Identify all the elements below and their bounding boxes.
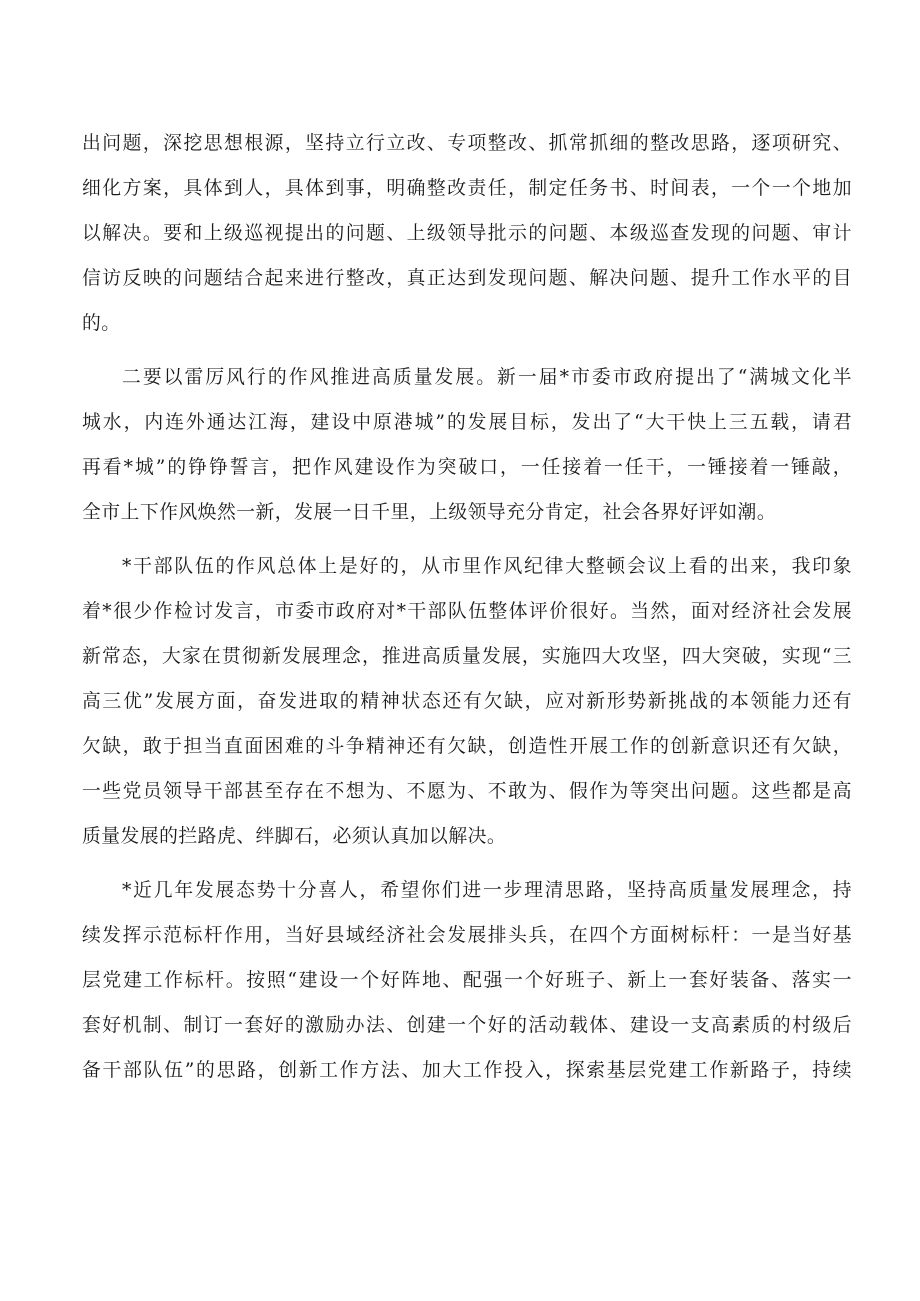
text-line: 的。 [82, 313, 121, 334]
text-line: 层党建工作标杆。按照“建设一个好阵地、配强一个好班子、新上一套好装备、落实一 [82, 970, 852, 991]
paragraph-3 [82, 544, 852, 859]
text-line: 欠缺，敢于担当直面困难的斗争精神还有欠缺，创造性开展工作的创新意识还有欠缺， [82, 736, 852, 757]
text-line: 二要以雷厉风行的作风推进高质量发展。新一届*市委市政府提出了“满城文化半 [122, 367, 852, 388]
paragraph-2 [82, 355, 852, 535]
text-line: 再看*城”的铮铮誓言，把作风建设作为突破口，一任接着一任干，一锤接着一锤敲， [82, 457, 852, 478]
text-line: 续发挥示范标杆作用，当好县域经济社会发展排头兵，在四个方面树标杆：一是当好基 [82, 925, 852, 946]
paragraph-1 [82, 121, 852, 346]
text-line: 全市上下作风焕然一新，发展一日千里，上级领导充分肯定，社会各界好评如潮。 [82, 502, 777, 523]
text-line: 套好机制、制订一套好的激励办法、创建一个好的活动载体、建设一支高素质的村级后 [82, 1015, 852, 1036]
paragraph-4 [82, 868, 852, 1093]
text-line: 备干部队伍”的思路，创新工作方法、加大工作投入，探索基层党建工作新路子，持续 [82, 1060, 852, 1081]
text-line: 一些党员领导干部甚至存在不想为、不愿为、不敢为、假作为等突出问题。这些都是高 [82, 781, 852, 802]
text-line: *干部队伍的作风总体上是好的，从市里作风纪律大整顿会议上看的出来，我印象 [122, 556, 852, 577]
text-line: 以解决。要和上级巡视提出的问题、上级领导批示的问题、本级巡查发现的问题、审计 [82, 223, 852, 244]
text-line: 质量发展的拦路虎、绊脚石，必须认真加以解决。 [82, 826, 507, 847]
text-line: 出问题，深挖思想根源，坚持立行立改、专项整改、抓常抓细的整改思路，逐项研究、 [82, 133, 852, 154]
text-line: *近几年发展态势十分喜人，希望你们进一步理清思路，坚持高质量发展理念，持 [122, 880, 852, 901]
text-line: 细化方案，具体到人，具体到事，明确整改责任，制定任务书、时间表，一个一个地加 [82, 178, 852, 199]
text-line: 新常态，大家在贯彻新发展理念，推进高质量发展，实施四大攻坚，四大突破，实现“三 [82, 646, 852, 667]
text-line: 城水，内连外通达江海，建设中原港城”的发展目标，发出了“大干快上三五载，请君 [82, 412, 852, 433]
text-line: 着*很少作检讨发言，市委市政府对*干部队伍整体评价很好。当然，面对经济社会发展 [82, 601, 852, 622]
text-line: 信访反映的问题结合起来进行整改，真正达到发现问题、解决问题、提升工作水平的目 [82, 268, 852, 289]
text-line: 高三优”发展方面，奋发进取的精神状态还有欠缺，应对新形势新挑战的本领能力还有 [82, 691, 852, 712]
document-body [82, 121, 852, 1093]
